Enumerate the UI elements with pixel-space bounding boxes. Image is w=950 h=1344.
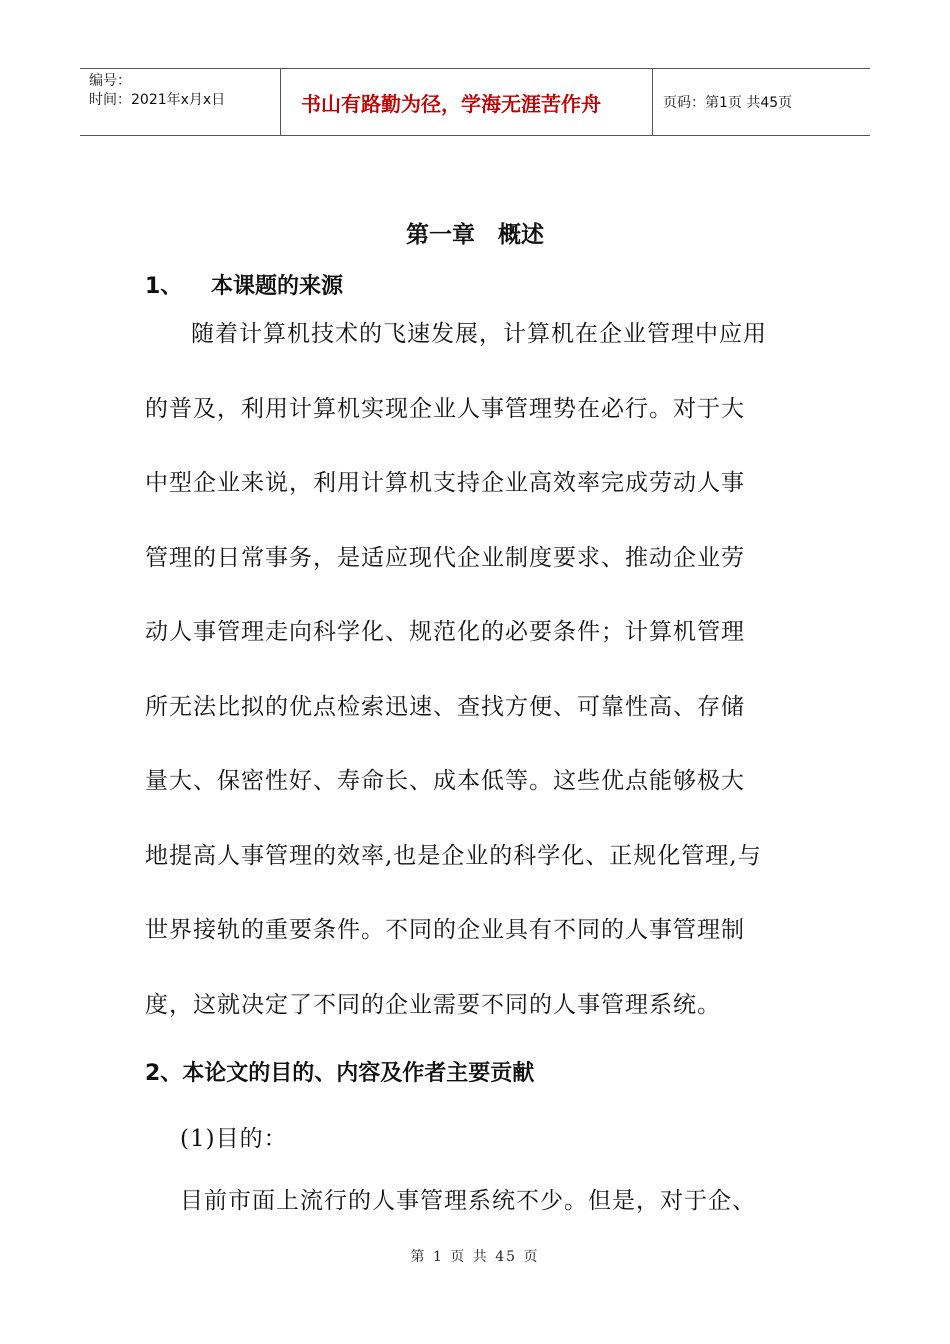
page-footer: 第 1 页 共 45 页 <box>410 1249 540 1265</box>
page-header <box>80 68 870 136</box>
section-1-title: 本课题的来源 <box>211 274 344 299</box>
paragraph-line: 度，这就决定了不同的企业需要不同的人事管理系统。 <box>145 991 721 1018</box>
chapter-title <box>0 216 950 249</box>
header-time-label: 时间：2021年x月x日 <box>89 92 226 108</box>
paragraph-line: 的普及，利用计算机实现企业人事管理势在必行。对于大 <box>145 395 745 422</box>
paragraph-line: 世界接轨的重要条件。不同的企业具有不同的人事管理制 <box>145 917 745 943</box>
chapter-title-text: 第一章 概述 <box>406 222 544 248</box>
section-2-heading: 2、本论文的目的、内容及作者主要贡献 <box>145 1061 535 1086</box>
section-1-paragraph <box>145 314 810 1059</box>
header-number-label: 编号： <box>89 73 131 89</box>
section-2-line: 目前市面上流行的人事管理系统不少。但是，对于企、 <box>180 1188 756 1214</box>
paragraph-line: 量大、保密性好、寿命长、成本低等。这些优点能够极大 <box>145 768 745 794</box>
paragraph-line: 中型企业来说，利用计算机支持企业高效率完成劳动人事 <box>145 470 745 496</box>
section-2-subheading: (1)目的： <box>180 1126 288 1152</box>
header-motto: 书山有路勤为径，学海无涯苦作舟 <box>281 69 653 135</box>
header-page-info: 页码：第1页 共45页 <box>663 95 793 111</box>
header-meta <box>80 69 281 135</box>
paragraph-line: 动人事管理走向科学化、规范化的必要条件；计算机管理 <box>145 619 745 645</box>
paragraph-line: 管理的日常事务，是适应现代企业制度要求、推动企业劳 <box>145 544 745 571</box>
paragraph-line: 所无法比拟的优点检索迅速、查找方便、可靠性高、存储 <box>145 693 745 720</box>
paragraph-line: 随着计算机技术的飞速发展，计算机在企业管理中应用 <box>191 321 767 347</box>
section-1-heading <box>145 269 343 300</box>
paragraph-line: 地提高人事管理的效率,也是企业的科学化、正规化管理,与 <box>145 842 762 869</box>
section-1-number: 1、 <box>145 274 183 299</box>
